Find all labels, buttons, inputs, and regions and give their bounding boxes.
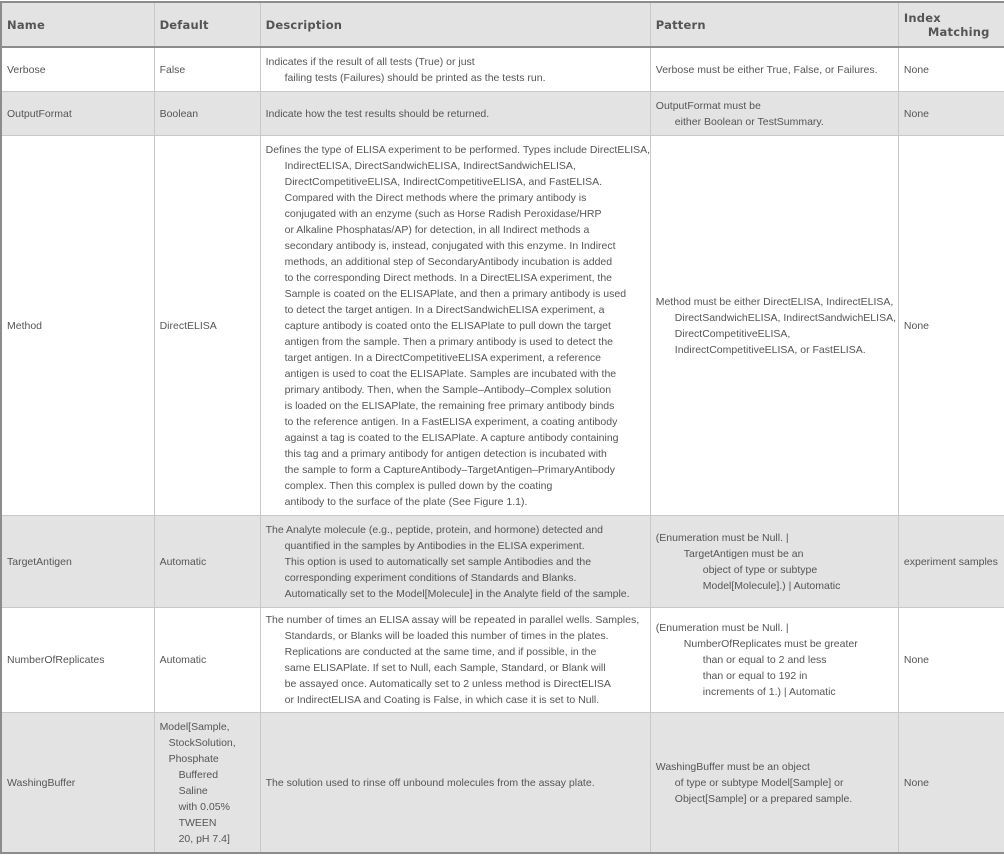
cell-description: [260, 608, 650, 713]
description-line: The Analyte molecule (e.g., peptide, protein, and hormone) detected and: [265, 523, 603, 536]
description-line: Automatically set to the Model[Molecule] in the Analyte field of the sample.: [284, 587, 630, 600]
cell-name: OutputFormat: [1, 92, 154, 136]
cell-name: TargetAntigen: [1, 516, 154, 608]
cell-description: [260, 516, 650, 608]
description-line: antigen is used to coat the ELISAPlate. Samples are incubated with the: [284, 367, 617, 380]
default-line: StockSolution,: [168, 736, 236, 749]
description-line: complex. Then this complex is pulled down by the coating: [284, 479, 553, 492]
cell-pattern: [650, 136, 898, 516]
description-line: primary antibody. Then, when the Sample–Antibody–Complex solution: [284, 383, 612, 396]
header-pattern: Pattern: [650, 2, 898, 47]
description-line: antibody to the surface of the plate (See Figure 1.1).: [284, 495, 528, 508]
header-index-matching-line1: Index: [903, 10, 941, 25]
description-line: Standards, or Blanks will be loaded this number of times in the plates.: [284, 630, 609, 642]
pattern-line: Model[Molecule].) | Automatic: [702, 579, 841, 592]
header-default: Default: [154, 2, 260, 47]
description-line: to detect the target antigen. In a DirectSandwichELISA experiment, a: [284, 303, 605, 316]
pattern-line: either Boolean or TestSummary.: [674, 115, 824, 128]
description-line: is loaded on the ELISAPlate, the remaining free primary antibody binds: [284, 399, 615, 412]
header-index-matching-line2: Matching: [927, 24, 990, 39]
pattern-line: IndirectCompetitiveELISA, or FastELISA.: [674, 343, 866, 356]
description-line: Sample is coated on the ELISAPlate, and then a primary antibody is used: [284, 287, 627, 300]
description-line: conjugated with an enzyme (such as Horse Radish Peroxidase/HRP: [284, 207, 602, 220]
description-line: This option is used to automatically set sample Antibodies and the: [284, 555, 592, 568]
cell-pattern: [650, 713, 898, 854]
description-line: IndirectELISA, DirectSandwichELISA, IndirectSandwichELISA,: [284, 159, 576, 172]
cell-index-matching: None: [898, 136, 1004, 516]
cell-index-matching: experiment samples: [898, 516, 1004, 608]
pattern-line: increments of 1.) | Automatic: [702, 686, 836, 698]
description-line: capture antibody is coated onto the ELISAPlate to pull down the target: [284, 319, 611, 332]
default-line: Boolean: [159, 107, 199, 120]
pattern-line: than or equal to 2 and less: [702, 654, 827, 666]
pattern-line: object of type or subtype: [702, 563, 818, 576]
header-row: [1, 2, 1004, 47]
default-line: Saline: [178, 784, 208, 797]
pattern-line: WashingBuffer must be an object: [655, 760, 810, 773]
cell-name: Method: [1, 136, 154, 516]
description-line: against a tag is coated to the ELISAPlate. A capture antibody containing: [284, 431, 619, 444]
options-table: [0, 1, 1004, 854]
default-line: TWEEN: [178, 816, 217, 829]
cell-index-matching: None: [898, 608, 1004, 713]
pattern-line: TargetAntigen must be an: [683, 547, 804, 560]
cell-default: [154, 47, 260, 92]
pattern-line: than or equal to 192 in: [702, 670, 808, 682]
table-row-verbose: [1, 47, 1004, 92]
description-line: quantified in the samples by Antibodies in the ELISA experiment.: [284, 539, 585, 552]
pattern-line: Method must be either DirectELISA, IndirectELISA,: [655, 295, 894, 308]
header-description: Description: [260, 2, 650, 47]
table-row-outputformat: [1, 92, 1004, 136]
cell-name: Verbose: [1, 47, 154, 92]
default-line: Buffered: [178, 768, 219, 781]
cell-description: [260, 136, 650, 516]
description-line: Defines the type of ELISA experiment to be performed. Types include DirectELISA,: [265, 143, 651, 156]
cell-index-matching: None: [898, 47, 1004, 92]
description-line: corresponding experiment conditions of Standards and Blanks.: [284, 571, 577, 584]
description-line: antigen from the sample. Then a primary antibody is used to detect the: [284, 335, 614, 348]
pattern-line: (Enumeration must be Null. |: [655, 531, 789, 544]
cell-default: [154, 136, 260, 516]
header-name: Name: [1, 2, 154, 47]
cell-description: [260, 92, 650, 136]
default-line: DirectELISA: [159, 319, 217, 332]
cell-pattern: [650, 47, 898, 92]
cell-name: NumberOfReplicates: [1, 608, 154, 713]
default-line: 20, pH 7.4]: [178, 832, 230, 845]
description-line: the sample to form a CaptureAntibody–TargetAntigen–PrimaryAntibody: [284, 463, 615, 476]
pattern-line: DirectCompetitiveELISA,: [674, 327, 791, 340]
pattern-line: of type or subtype Model[Sample] or: [674, 776, 844, 789]
description-line: Compared with the Direct methods where the primary antibody is: [284, 191, 587, 204]
description-line: The number of times an ELISA assay will be repeated in parallel wells. Samples,: [265, 614, 640, 626]
default-line: False: [159, 63, 186, 76]
cell-pattern: [650, 516, 898, 608]
description-line: Indicate how the test results should be returned.: [265, 107, 490, 120]
cell-description: [260, 713, 650, 854]
default-line: Phosphate: [168, 752, 219, 765]
default-line: Automatic: [159, 555, 207, 568]
description-line: DirectCompetitiveELISA, IndirectCompetitiveELISA, and FastELISA.: [284, 175, 603, 188]
default-line: with 0.05%: [178, 800, 230, 813]
table-row-targetantigen: [1, 516, 1004, 608]
description-line: to the reference antigen. In a FastELISA experiment, a coating antibody: [284, 415, 618, 428]
default-line: Model[Sample,: [159, 720, 230, 733]
cell-name: WashingBuffer: [1, 713, 154, 854]
cell-description: [260, 47, 650, 92]
description-line: to the corresponding Direct methods. In a DirectELISA experiment, the: [284, 271, 613, 284]
pattern-line: Verbose must be either True, False, or Failures.: [655, 63, 878, 76]
description-line: same ELISAPlate. If set to Null, each Sample, Standard, or Blank will: [284, 662, 606, 674]
cell-default: [154, 516, 260, 608]
cell-index-matching: None: [898, 92, 1004, 136]
pattern-line: DirectSandwichELISA, IndirectSandwichELISA,: [674, 311, 896, 324]
cell-default: [154, 608, 260, 713]
table-row-numberofreplicates: [1, 608, 1004, 713]
description-line: failing tests (Failures) should be printed as the tests run.: [284, 71, 546, 84]
description-line: The solution used to rinse off unbound molecules from the assay plate.: [265, 776, 595, 789]
cell-default: [154, 92, 260, 136]
cell-pattern: [650, 608, 898, 713]
table-row-washingbuffer: [1, 713, 1004, 854]
description-line: methods, an additional step of SecondaryAntibody incubation is added: [284, 255, 613, 268]
description-line: secondary antibody is, instead, conjugated with this enzyme. In Indirect: [284, 239, 616, 252]
table-row-method: [1, 136, 1004, 516]
pattern-line: (Enumeration must be Null. |: [655, 622, 789, 634]
description-line: this tag and a primary antibody for antigen detection is incubated with: [284, 447, 607, 460]
pattern-line: OutputFormat must be: [655, 99, 761, 112]
header-index-matching: [898, 2, 1004, 47]
default-line: Automatic: [159, 654, 207, 666]
description-line: Indicates if the result of all tests (True) or just: [265, 55, 475, 68]
description-line: or IndirectELISA and Coating is False, in which case it is set to Null.: [284, 694, 600, 706]
description-line: Replications are conducted at the same time, and if possible, in the: [284, 646, 597, 658]
cell-pattern: [650, 92, 898, 136]
description-line: be assayed once. Automatically set to 2 unless method is DirectELISA: [284, 678, 611, 690]
description-line: target antigen. In a DirectCompetitiveELISA experiment, a reference: [284, 351, 601, 364]
cell-index-matching: None: [898, 713, 1004, 854]
cell-default: [154, 713, 260, 854]
pattern-line: Object[Sample] or a prepared sample.: [674, 792, 853, 805]
description-line: or Alkaline Phosphatas/AP) for detection, in all Indirect methods a: [284, 223, 590, 236]
pattern-line: NumberOfReplicates must be greater: [683, 638, 858, 650]
